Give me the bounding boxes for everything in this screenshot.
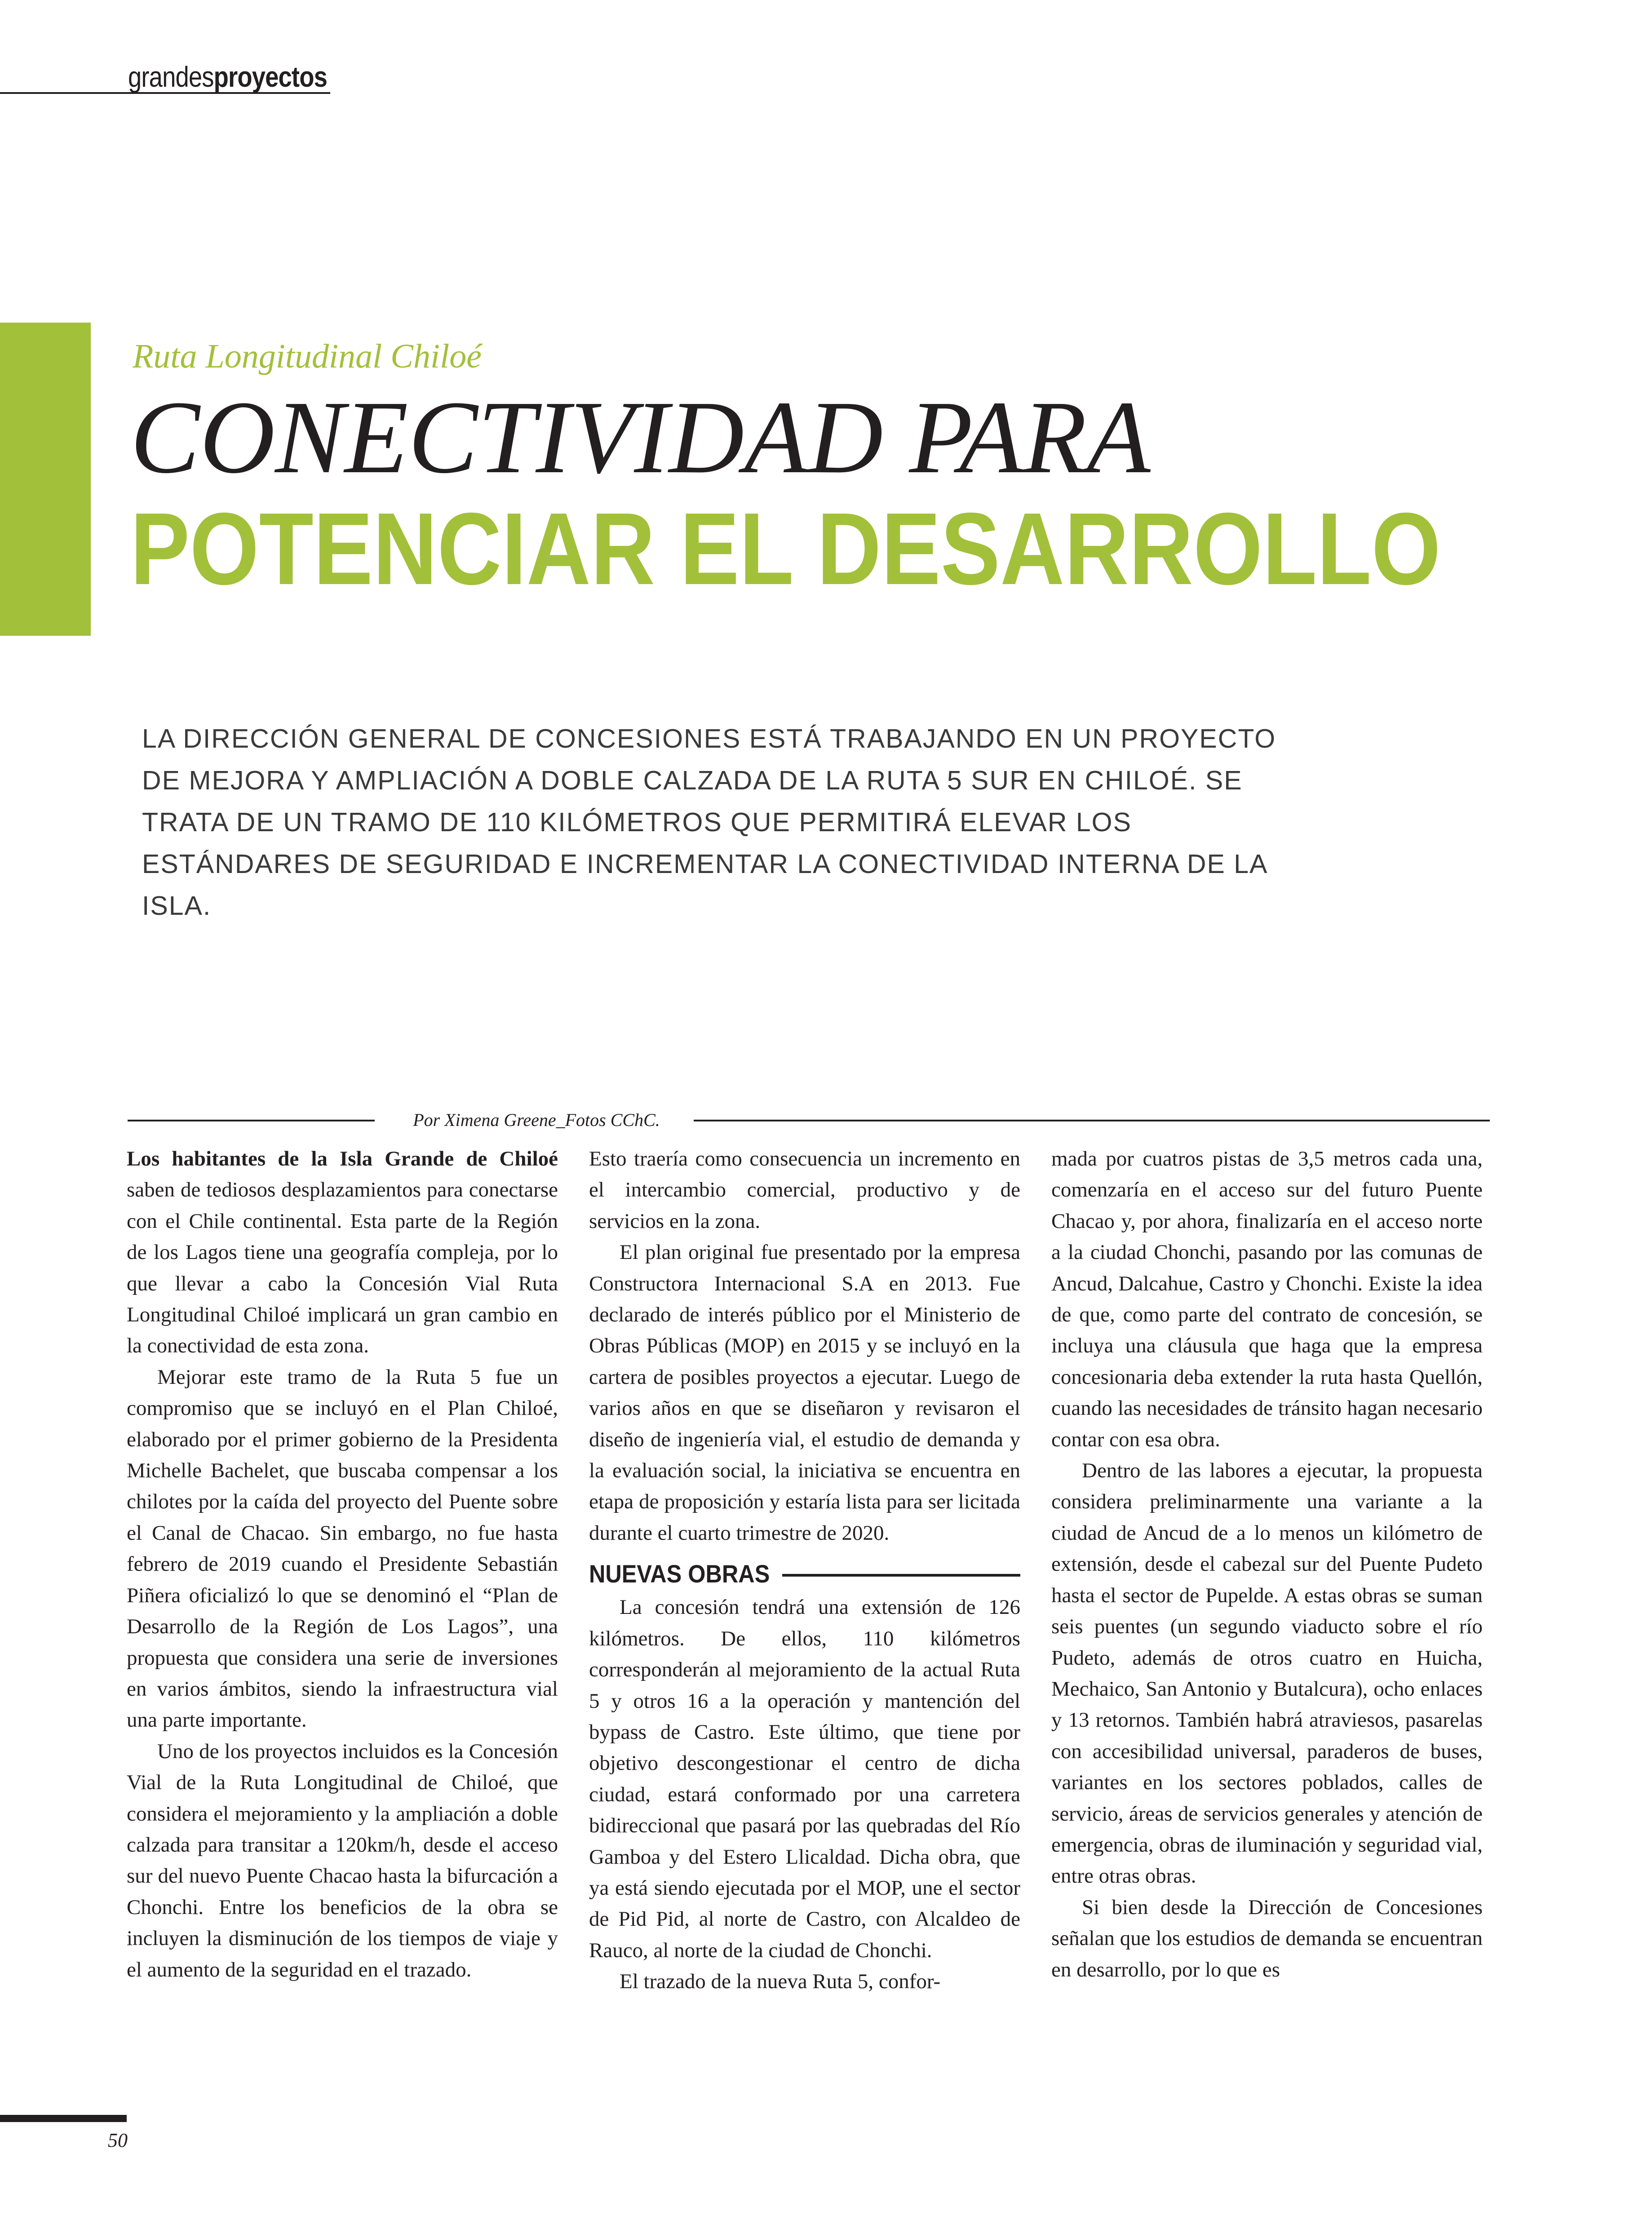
section-label (128, 60, 327, 93)
col3-paragraph-3: Si bien desde la Dirección de Concesiones señalan que los estudios de demanda se encuentran en desarrollo, por lo que es (1051, 1895, 1483, 1981)
body-column-2 (589, 1143, 1020, 1998)
col1-paragraph-3: Uno de los proyectos incluidos es la Concesión Vial de la Ruta Longitudinal de Chiloé, que considera el mejoramiento y la ampliación a doble calzada para transitar a 120km/h, desde el acceso sur del nuevo Puente Chacao hasta la bifurcación a Chonchi. Entre los beneficios de la obra se incluyen la disminución de los tiempos de viaje y el aumento de la seguridad en el trazado. (127, 1739, 558, 1981)
col2-paragraph-4: El trazado de la nueva Ruta 5, confor- (620, 1970, 941, 1994)
headline-line-2: POTENCIAR EL DESARROLLO (130, 492, 1441, 606)
body-column-3 (1051, 1143, 1483, 1985)
subhead-rule (782, 1574, 1020, 1577)
body-column-1 (127, 1143, 558, 1985)
section-label-light: grandes (128, 61, 214, 93)
subhead (589, 1557, 1020, 1592)
subhead-text: NUEVAS OBRAS (589, 1560, 770, 1588)
col2-paragraph-1: Esto traería como consecuencia un incremento en el intercambio comercial, productivo y de servicios en la zona. (589, 1147, 1020, 1233)
col3-paragraph-1: mada por cuatros pistas de 3,5 metros cada una, comenzaría en el acceso sur del futuro Puente Chacao y, por ahora, finalizaría en el acceso norte a la ciudad Chonchi, pasando por las comunas de Ancud, Dalcahue, Castro y Chonchi. Existe la idea de que, como parte del contrato de concesión, se incluya una cláusula que haga que la empresa concesionaria deba extender la ruta hasta Quellón, cuando las necesidades de tránsito hagan necesario contar con esa obra. (1051, 1147, 1483, 1451)
accent-bar (0, 323, 91, 636)
col1-paragraph-2: Mejorar este tramo de la Ruta 5 fue un compromiso que se incluyó en el Plan Chiloé, elaborado por el primer gobierno de la Presidenta Michelle Bachelet, que buscaba compensar a los chilotes por la caída del proyecto del Puente sobre el Canal de Chacao. Sin embargo, no fue hasta febrero de 2019 cuando el Presidente Sebastián Piñera oficializó lo que se denominó el “Plan de Desarrollo de la Región de Los Lagos”, una propuesta que considera una serie de inversiones en varios ámbitos, siendo la infraestructura vial una parte importante. (127, 1365, 558, 1732)
headline-line-1: CONECTIVIDAD PARA (130, 380, 1151, 495)
byline-rule-left (128, 1120, 375, 1121)
footer-rule (0, 2115, 127, 2122)
article-lede: LA DIRECCIÓN GENERAL DE CONCESIONES ESTÁ TRABAJANDO EN UN PROYECTO DE MEJORA Y AMPLIACIÓN A DOBLE CALZADA DE LA RUTA 5 SUR EN CHILOÉ. SE TRATA DE UN TRAMO DE 110 KILÓMETROS QUE PERMITIRÁ ELEVAR LOS ESTÁNDARES DE SEGURIDAD E INCREMENTAR LA CONECTIVIDAD INTERNA DE LA ISLA. (142, 724, 1276, 921)
col1-paragraph-1 (127, 1143, 558, 1362)
col2-paragraph-3: La concesión tendrá una extensión de 126 kilómetros. De ellos, 110 kilómetros corresponderán al mejoramiento de la actual Ruta 5 y otros 16 a la operación y mantención del bypass de Castro. Este último, que tiene por objetivo descongestionar el centro de dicha ciudad, estará conformado por una carretera bidireccional que pasará por las quebradas del Río Gamboa y del Estero Llicaldad. Dicha obra, que ya está siendo ejecutada por el MOP, une el sector de Pid Pid, al norte de Castro, con Alcaldeo de Rauco, al norte de la ciudad de Chonchi. (589, 1595, 1020, 1962)
col3-paragraph-2: Dentro de las labores a ejecutar, la propuesta considera preliminarmente una variante a la ciudad de Ancud de a lo menos un kilómetro de extensión, desde el cabezal sur del Puente Pudeto hasta el sector de Pupelde. A estas obras se suman seis puentes (un segundo viaducto sobre el río Pudeto, además de otros cuatro en Huicha, Mechaico, San Antonio y Butalcura), ocho enlaces y 13 retornos. También habrá atraviesos, pasarelas con accesibilidad universal, paraderos de buses, variantes en los sectores poblados, calles de servicio, áreas de servicios generales y atención de emergencia, obras de iluminación y seguridad vial, entre otras obras. (1051, 1459, 1483, 1888)
article-kicker: Ruta Longitudinal Chiloé (133, 337, 482, 375)
col2-paragraph-2: El plan original fue presentado por la empresa Constructora Internacional S.A en 2013. Fue declarado de interés público por el Ministerio de Obras Públicas (MOP) en 2015 y se incluyó en la cartera de posibles proyectos a ejecutar. Luego de varios años en que se diseñaron y revisaron el diseño de ingeniería vial, el estudio de demanda y la evaluación social, la iniciativa se encuentra en etapa de proposición y estaría lista para ser licitada durante el cuarto trimestre de 2020. (589, 1241, 1020, 1545)
page-number: 50 (108, 2129, 128, 2151)
section-label-bold: proyectos (213, 61, 327, 93)
byline-row (128, 1107, 1490, 1134)
byline: Por Ximena Greene_Fotos CChC. (413, 1110, 660, 1130)
lead-in: Los habitantes de la Isla Grande de Chiloé (127, 1147, 558, 1170)
byline-rule-right (694, 1120, 1490, 1121)
col1-paragraph-1-text: saben de tediosos desplazamientos para conectarse con el Chile continental. Esta parte de la Región de los Lagos tiene una geografía compleja, por lo que llevar a cabo la Concesión Vial Ruta Longitudinal Chiloé implicará un gran cambio en la conectividad de esta zona. (127, 1178, 558, 1358)
